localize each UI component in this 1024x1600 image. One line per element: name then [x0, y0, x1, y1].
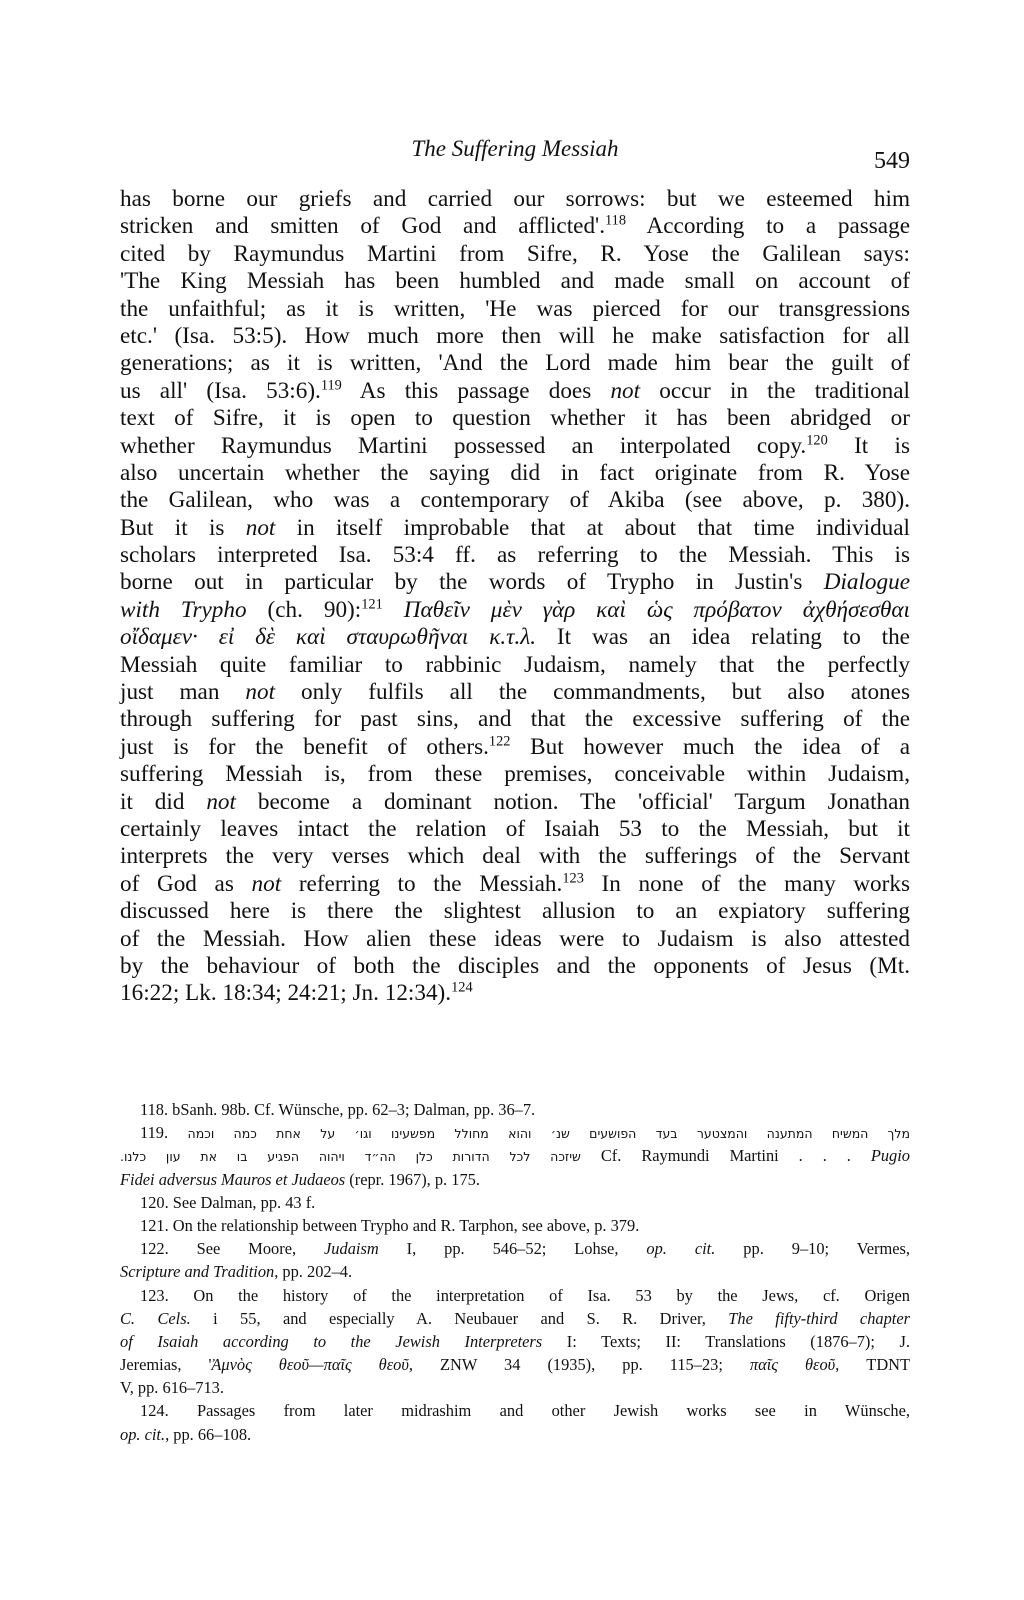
footnote-118: 118. bSanh. 98b. Cf. Wünsche, pp. 62–3; Dalman, pp. 36–7.	[140, 1100, 536, 1119]
body-line: with Trypho (ch. 90):$^{121}$ Παθεῖν μὲν γὰρ καὶ ὡς πρόβατον ἀχθήσεσθαι	[120, 596, 910, 623]
body-line: it did not become a dominant notion. The 'official' Targum Jonathan	[120, 788, 911, 815]
body-line: the Galilean, who was a contemporary of Akiba (see above, p. 380).	[120, 487, 910, 514]
body-line: just man not only fulfils all the commandments, but also atones	[120, 679, 910, 706]
body-line: text of Sifre, it is open to question whether it has been abridged or	[120, 405, 910, 432]
body-line: οἴδαμεν· εἰ δὲ καὶ σταυρωθῆναι κ.τ.λ. It was an idea relating to the	[120, 624, 910, 651]
body-line: cited by Raymundus Martini from Sifre, R. Yose the Galilean says:	[120, 240, 910, 267]
footnote-123-line-2: C. Cels. i 55, and especially A. Neubauer and S. R. Driver, The fifty-third chapter	[120, 1308, 910, 1328]
footnote-119-line-3: Fidei adversus Mauros et Judaeos (repr. 1967), p. 175.	[120, 1169, 480, 1189]
body-line: by the behaviour of both the disciples and the opponents of Jesus (Mt.	[120, 952, 910, 979]
footnote-121: 121. On the relationship between Trypho and R. Tarphon, see above, p. 379.	[140, 1215, 640, 1235]
footnote-119-latin: Cf. Raymundi Martini . . . Pugio	[600, 1146, 910, 1166]
footnote-123-line-3: of Isaiah according to the Jewish Interpreters I: Texts; II: Translations (1876–7); J.	[120, 1331, 910, 1351]
body-line: suffering Messiah is, from these premises, conceivable within Judaism,	[120, 761, 910, 788]
body-line: through suffering for past sins, and that the excessive suffering of the	[120, 706, 910, 733]
footnote-119-hebrew-2: שיזכה לכל הדורות כלן הה״ד ויהוה הפגיע בו את עון כלנו.	[120, 1149, 581, 1165]
body-line: discussed here is there the slightest allusion to an expiatory suffering	[120, 898, 910, 925]
body-line: the unfaithful; as it is written, 'He was pierced for our transgressions	[120, 295, 910, 322]
body-line: has borne our griefs and carried our sorrows: but we esteemed him	[120, 186, 910, 212]
footnote-119	[120, 1121, 910, 1144]
footnote-123-line-5: V, pp. 616–713.	[120, 1378, 224, 1398]
footnote-122-line-2: Scripture and Tradition, pp. 202–4.	[120, 1262, 353, 1282]
body-line: Messiah quite familiar to rabbinic Judaism, namely that the perfectly	[120, 651, 910, 678]
footnote-123: 123. On the history of the interpretation of Isa. 53 by the Jews, cf. Origen	[140, 1285, 910, 1305]
running-title: The Suffering Messiah	[411, 136, 619, 161]
body-line: stricken and smitten of God and afflicted'.$^{118}$ According to a passage	[120, 212, 910, 240]
footnote-123-line-4: Jeremias, 'Ἀμνὸς θεοῦ—παῖς θεοῦ, ZNW 34 (1935), pp. 115–23; παῖς θεοῦ, TDNT	[120, 1355, 910, 1375]
body-line: whether Raymundus Martini possessed an interpolated copy.$^{120}$ It is	[120, 431, 910, 459]
page-number: 549	[874, 148, 910, 174]
footnotes	[120, 1098, 910, 1446]
body-line: 'The King Messiah has been humbled and made small on account of	[120, 268, 910, 295]
footnote-119-hebrew-1: מלך המשיח המתענה והמצטער בעד הפושעים שנ׳ והוא מחולל מפשעינו וגו׳ על אחת כמה וכמה	[187, 1126, 910, 1142]
body-line: scholars interpreted Isa. 53:4 ff. as referring to the Messiah. This is	[120, 542, 910, 569]
footnote-124-line-2: op. cit., pp. 66–108.	[120, 1424, 252, 1444]
footnote-122: 122. See Moore, Judaism I, pp. 546–52; Lohse, op. cit. pp. 9–10; Vermes,	[140, 1239, 911, 1259]
body-line: just is for the benefit of others.$^{122}$ But however much the idea of a	[120, 733, 910, 760]
body-line: But it is not in itself improbable that at about that time individual	[120, 514, 910, 541]
footnote-124: 124. Passages from later midrashim and other Jewish works see in Wünsche,	[140, 1401, 910, 1421]
body-line: us all' (Isa. 53:6).$^{119}$ As this passage does not occur in the traditional	[120, 377, 910, 404]
page-header	[120, 136, 910, 176]
footnote-120: 120. See Dalman, pp. 43 f.	[140, 1192, 316, 1212]
body-line: generations; as it is written, 'And the Lord made him bear the guilt of	[120, 350, 910, 377]
body-line: of the Messiah. How alien these ideas were to Judaism is also attested	[120, 925, 910, 952]
body-line: certainly leaves intact the relation of Isaiah 53 to the Messiah, but it	[120, 815, 910, 842]
body-line: interprets the very verses which deal with the sufferings of the Servant	[120, 843, 910, 870]
body-line: 16:22; Lk. 18:34; 24:21; Jn. 12:34).$^{124}$	[120, 979, 473, 1007]
body-line: borne out in particular by the words of Trypho in Justin's Dialogue	[120, 569, 910, 596]
body-line: etc.' (Isa. 53:5). How much more then will he make satisfaction for all	[120, 322, 910, 349]
body-line: of God as not referring to the Messiah.$^{123}$ In none of the many works	[120, 870, 910, 897]
body-line: also uncertain whether the saying did in fact originate from R. Yose	[120, 459, 910, 486]
footnote-119-line-2	[120, 1144, 910, 1167]
footnote-119-number: 119.	[140, 1123, 169, 1143]
body-text	[120, 186, 910, 1008]
